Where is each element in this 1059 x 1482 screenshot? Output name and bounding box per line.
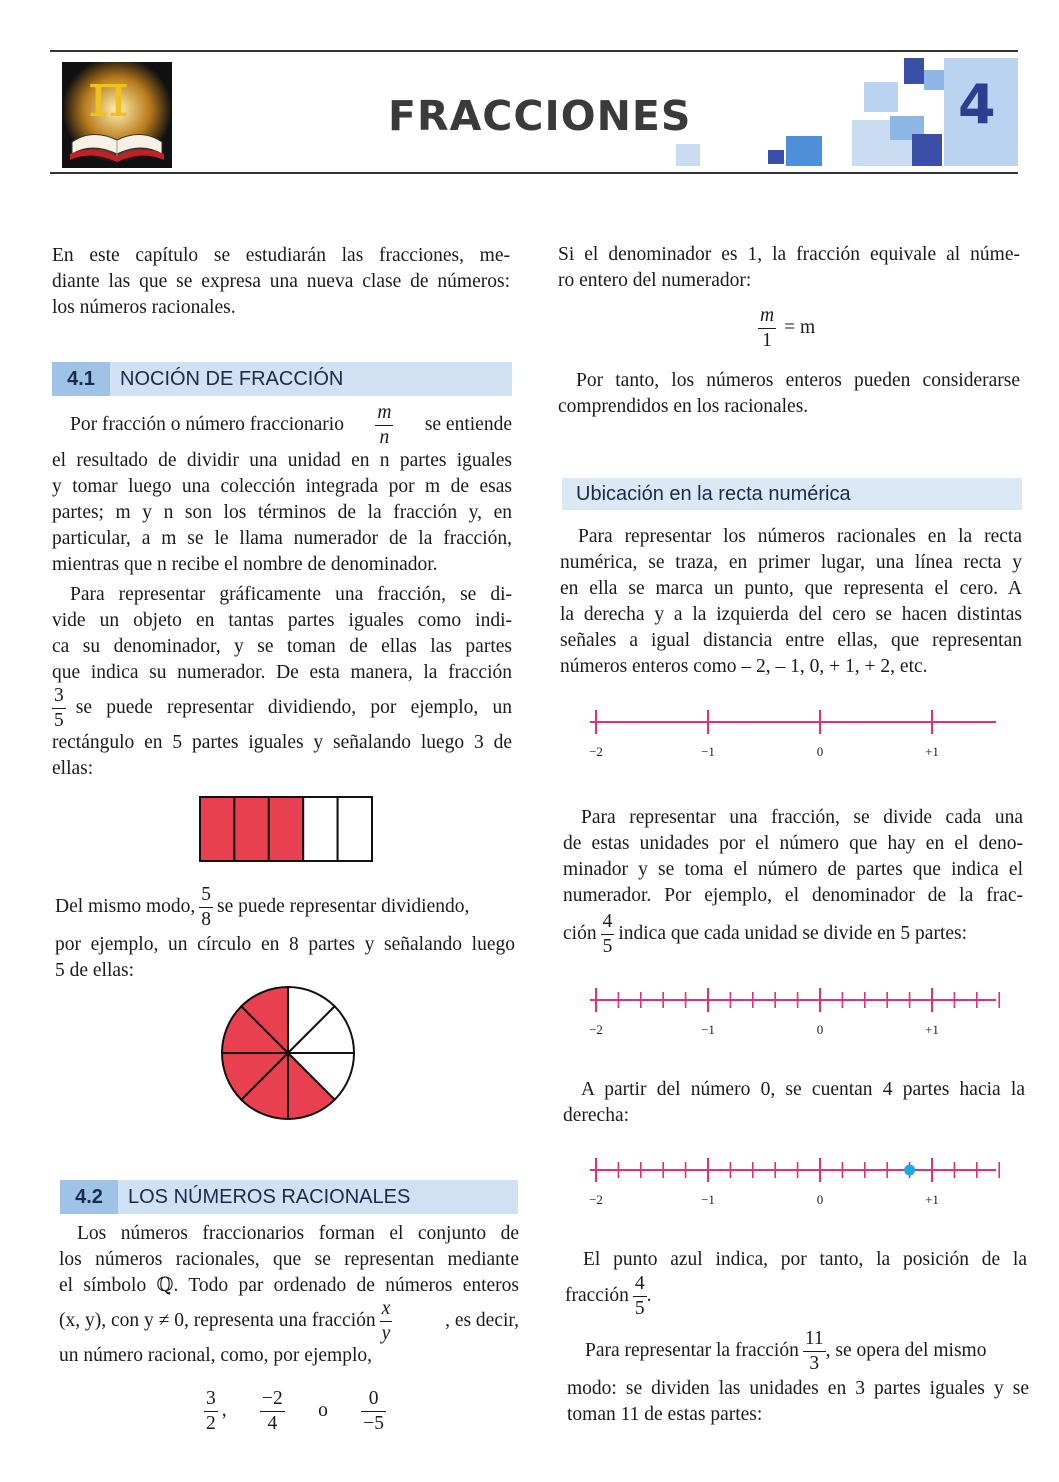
deco-square	[786, 136, 822, 166]
fraction-division-paragraph	[563, 805, 1023, 959]
header-bottom-rule	[50, 172, 1018, 174]
paragraph-line: comprendidos en los racionales.	[558, 396, 809, 417]
paragraph-line: Los números fraccionarios forman el conjunto de	[77, 1223, 519, 1244]
paragraph-line: Si el denominador es 1, la fracción equivale al núme-	[558, 244, 1020, 265]
denominator-one-paragraph	[558, 242, 1020, 294]
paragraph-line: ellas:	[52, 758, 94, 779]
deco-square	[924, 70, 946, 90]
integers-paragraph	[558, 368, 1020, 420]
fraction-m-over-n: $\frac{m}{n}$	[377, 402, 392, 448]
paragraph-line: Para representar gráficamente una fracción, se di-	[70, 584, 512, 605]
shaded-part	[269, 797, 303, 861]
section-number: 4.1	[52, 362, 110, 396]
paragraph-line: A partir del número 0, se cuentan 4 partes hacia la	[581, 1079, 1025, 1100]
number-line-point-four-fifths	[584, 1154, 1004, 1214]
definition-line: particular, a m se le llama numerador de la fracción,	[52, 528, 512, 549]
paragraph-line: en ella se marca un punto, que representa el cero. A	[560, 578, 1022, 599]
tick-label: −2	[589, 1192, 603, 1207]
subsection-title: Ubicación en la recta numérica	[576, 483, 851, 505]
paragraph-line: un número racional, como, por ejemplo,	[59, 1345, 372, 1366]
rational-numbers-paragraph	[59, 1221, 519, 1369]
tick-label: +1	[925, 1022, 939, 1037]
paragraph-line: números enteros como – 2, – 1, 0, + 1, + 2, etc.	[560, 656, 928, 677]
definition-first-line: Por fracción o número fraccionario $\frac{m}{n}$ se entiende	[70, 402, 512, 448]
tick-label: −1	[701, 1192, 715, 1207]
deco-square	[904, 58, 924, 84]
definition-line: partes; m y n son los términos de la fracción y, en	[52, 502, 512, 523]
definition-paragraph	[52, 402, 512, 578]
section-heading-4-2	[60, 1180, 518, 1214]
example-fraction: $\frac{-2}{4}$	[262, 1388, 283, 1434]
paragraph-line: numérica, se traza, en primer lugar, una línea recta y	[560, 552, 1022, 573]
graphic-representation-paragraph	[52, 582, 512, 782]
example-fraction: $\frac{3}{2}$ ,	[206, 1388, 227, 1434]
shaded-part	[200, 797, 234, 861]
blue-point-paragraph	[565, 1247, 1027, 1319]
tick-label: +1	[925, 1192, 939, 1207]
header-top-rule	[50, 50, 1018, 52]
fraction-4-over-5: $\frac{4}{5}$	[634, 1273, 645, 1319]
paragraph-line: ro entero del numerador:	[558, 270, 752, 291]
fraction-4-over-5: $\frac{4}{5}$	[602, 911, 613, 957]
empty-part	[338, 797, 372, 861]
intro-paragraph	[52, 243, 510, 321]
formula-m-over-1: $\frac{m}{1}$ = m	[760, 305, 816, 351]
number-line-fifths	[584, 984, 1004, 1044]
paragraph-line: por ejemplo, un círculo en 8 partes y señalando luego	[55, 934, 515, 955]
tick-label: −2	[589, 1022, 603, 1037]
deco-square	[768, 150, 784, 164]
circle-fraction-diagram	[218, 983, 358, 1123]
paragraph-line: Por tanto, los números enteros pueden considerarse	[576, 370, 1020, 391]
paragraph-line: Para representar una fracción, se divide cada una	[581, 807, 1023, 828]
fraction-3-over-5: $\frac{3}{5}$	[54, 685, 64, 731]
paragraph-line: señales a igual distancia entre ellas, que representan	[560, 630, 1022, 651]
count-parts-paragraph	[563, 1077, 1025, 1129]
paragraph-line: El punto azul indica, por tanto, la posición de la	[583, 1249, 1027, 1270]
definition-line: y tomar luego una colección integrada por m de esas	[52, 476, 512, 497]
header-decoration	[676, 56, 1018, 170]
tick-label: −1	[701, 744, 715, 759]
page-title: FRACCIONES	[388, 92, 692, 140]
fraction-3-5-line: $\frac{3}{5}$ se puede representar dividiendo, por ejemplo, un	[54, 685, 512, 731]
tick-label: 0	[816, 1022, 824, 1037]
paragraph-line: que indica su numerador. De esta manera, la fracción	[52, 662, 512, 683]
paragraph-line: vide un objeto en tantas partes iguales como indi-	[52, 610, 512, 631]
paragraph-line: derecha:	[563, 1105, 630, 1126]
tick-label: 0	[816, 1192, 824, 1207]
section-heading-4-1	[52, 362, 512, 396]
fraction-point	[904, 1165, 915, 1176]
chapter-logo	[62, 58, 172, 168]
fraction-11-over-3: $\frac{11}{3}$	[804, 1328, 824, 1374]
subsection-heading-number-line	[562, 478, 1022, 510]
example-fraction: $\frac{0}{-5}$	[363, 1388, 384, 1434]
logo-pi-symbol: π	[88, 58, 129, 131]
paragraph-line: numerador. Por ejemplo, el denominador de la frac-	[563, 885, 1023, 906]
paragraph-line: de estas unidades por el número que hay en el deno-	[563, 833, 1023, 854]
fraction-x-over-y: $\frac{x}{y}$	[381, 1298, 391, 1344]
deco-square	[676, 144, 700, 166]
eleven-thirds-paragraph	[567, 1326, 1029, 1428]
section-title: NOCIÓN DE FRACCIÓN	[120, 368, 344, 390]
number-line-paragraph	[560, 524, 1022, 680]
example-connector: o	[318, 1400, 328, 1421]
intro-line: En este capítulo se estudiarán las fracciones, me-	[52, 245, 510, 266]
deco-square	[864, 82, 898, 112]
fraction-4-5-line: fracción $\frac{4}{5}$ .	[565, 1273, 652, 1319]
fraction-5-over-8: $\frac{5}{8}$	[201, 884, 212, 930]
tick-label: −2	[589, 744, 603, 759]
paragraph-line: rectángulo en 5 partes iguales y señalando luego 3 de	[52, 732, 512, 753]
paragraph-line: la derecha y a la izquierda del cero se hacen distintas	[560, 604, 1022, 625]
paragraph-line: 5 de ellas:	[55, 960, 135, 981]
intro-line: los números racionales.	[52, 297, 236, 318]
fraction-11-3-line: Para representar la fracción $\frac{11}{3}$ , se opera del mismo	[585, 1328, 987, 1374]
fraction-x-y-line: (x, y), con y ≠ 0, representa una fracción $\frac{x}{y}$ , es decir,	[59, 1298, 519, 1344]
section-number: 4.2	[60, 1180, 118, 1214]
intro-line: diante las que se expresa una nueva clase de números:	[52, 271, 510, 292]
circle-intro-paragraph	[55, 882, 515, 984]
paragraph-line: ca su denominador, y se toman de ellas las partes	[52, 636, 512, 657]
paragraph-line: minador y se toma el número de partes que indica el	[563, 859, 1023, 880]
empty-part	[303, 797, 337, 861]
rectangle-fraction-diagram	[198, 795, 376, 865]
section-title: LOS NÚMEROS RACIONALES	[128, 1186, 411, 1208]
deco-square	[912, 134, 942, 166]
fraction-5-8-line: Del mismo modo, $\frac{5}{8}$ se puede representar dividiendo,	[55, 884, 470, 930]
tick-label: −1	[701, 1022, 715, 1037]
paragraph-line: toman 11 de estas partes:	[567, 1404, 763, 1425]
definition-line: el resultado de dividir una unidad en n partes iguales	[52, 450, 512, 471]
rational-examples	[200, 1385, 390, 1437]
chapter-number: 4	[958, 73, 996, 136]
paragraph-line: modo: se dividen las unidades en 3 partes iguales y se	[567, 1378, 1029, 1399]
number-line-integers	[584, 706, 1004, 762]
definition-line: mientras que n recibe el nombre de denominador.	[52, 554, 438, 575]
tick-label: +1	[925, 744, 939, 759]
fraction-4-5-line: ción $\frac{4}{5}$ indica que cada unidad se divide en 5 partes:	[563, 911, 968, 957]
paragraph-line: Para representar los números racionales en la recta	[578, 526, 1022, 547]
tick-label: 0	[816, 744, 824, 759]
paragraph-line: los números racionales, que se representan mediante	[59, 1249, 519, 1270]
paragraph-line: el símbolo ℚ. Todo par ordenado de números enteros	[59, 1275, 519, 1296]
shaded-part	[234, 797, 268, 861]
